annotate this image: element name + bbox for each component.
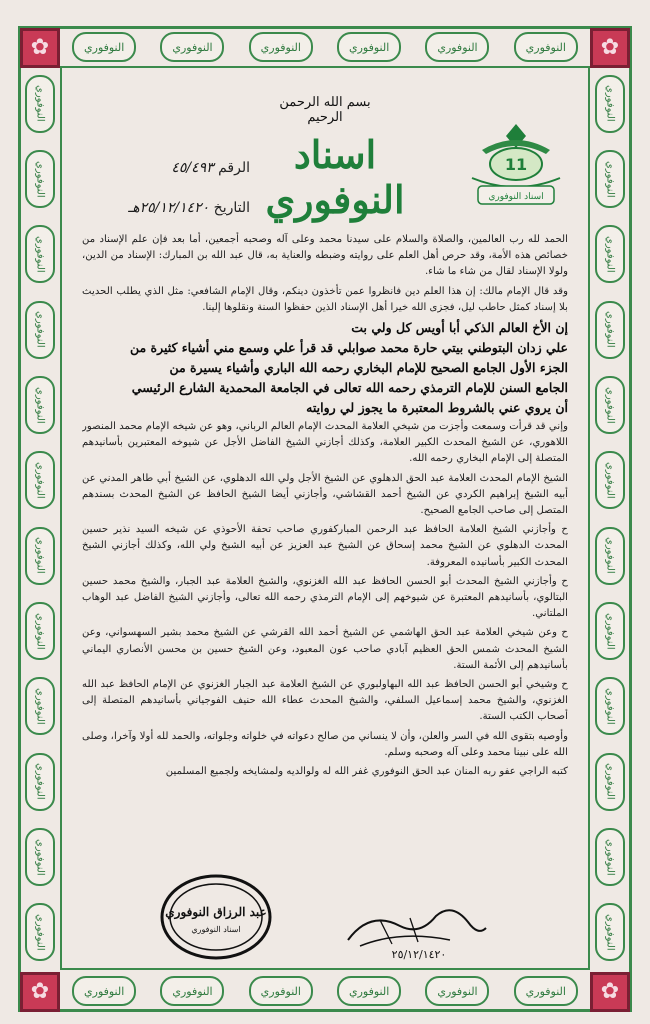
border-cartouche: النوفوري xyxy=(25,376,55,434)
border-cartouche: النوفوري xyxy=(72,32,136,62)
border-cartouche: النوفوري xyxy=(249,976,313,1006)
border-cartouche: النوفوري xyxy=(337,976,401,1006)
logo-mark: 11 xyxy=(504,155,528,174)
corner-ornament-icon: ✿ xyxy=(590,28,630,68)
reference-label: الرقم xyxy=(218,160,250,176)
reference-value: ٤٥/٤٩٣ xyxy=(171,160,214,176)
chain-paragraph: وأوصيه بتقوى الله في السر والعلن، وأن لا ينساني من صالح دعواته في خلواته وجلواته، والحمد لله أولا وآخرا، وصلى الله على نبينا محمد وعلى آله وصحبه وسلم. xyxy=(82,730,568,758)
chain-paragraph: ح وعن شيخي العلامة عبد الحق الهاشمي عن الشيخ أحمد الله القرشي عن الشيخ محمد بشير السهسواني، وعن الشيخ المحدث شمس الحق العظيم آبادي صاحب عون المعبود، وعن الشيخ حسين بن محسن الأنصاري اليماني بأسانيدهم إلى الأئمة الستة. xyxy=(82,627,568,671)
border-cartouche: النوفوري xyxy=(425,32,489,62)
border-cartouche: النوفوري xyxy=(25,75,55,133)
reference-number xyxy=(90,160,250,176)
border-cartouche: النوفوري xyxy=(337,32,401,62)
border-cartouche: النوفوري xyxy=(72,976,136,1006)
seal-text: عبد الرزاق النوفوري xyxy=(165,905,267,919)
border-cartouche: النوفوري xyxy=(25,451,55,509)
border-cartouche: النوفوري xyxy=(25,903,55,961)
date-value: ٢٥/١٢/١٤٢٠هـ xyxy=(128,200,210,216)
handwritten-line: الجامع السنن للإمام الترمذي رحمه الله تعالى في الجامعة المحمدية الشارع الرئيسي xyxy=(131,380,568,396)
official-seal-icon xyxy=(158,872,274,962)
issue-date xyxy=(90,200,250,216)
border-cartouche: النوفوري xyxy=(25,225,55,283)
border-cartouche: النوفوري xyxy=(249,32,313,62)
border-top-band xyxy=(60,28,590,66)
logo-text: اسناد النوفوري xyxy=(488,192,544,202)
border-cartouche: النوفوري xyxy=(25,828,55,886)
institution-logo-icon xyxy=(462,120,570,212)
border-cartouche: النوفوري xyxy=(595,903,625,961)
chain-paragraph: ح وأجازني الشيخ المحدث أبو الحسن الحافظ عبد الله الغزنوي، والشيخ العلامة عبد الجبار، والشيخ محمد حسين البتالوي، بأسانيدهم المعتبرة عن شيوخهم إلى الإمام الترمذي رحمه الله تعالى، وأجازني الشيخ الفاضل عبد الوهاب الملتاني. xyxy=(82,575,568,620)
border-cartouche: النوفوري xyxy=(514,32,578,62)
handwritten-line: أن يروي عني بالشروط المعتبرة ما يجوز لي روايته xyxy=(306,400,568,416)
border-cartouche: النوفوري xyxy=(595,828,625,886)
basmala: بسم الله الرحمن الرحيم xyxy=(279,95,371,125)
border-bottom-band xyxy=(60,972,590,1010)
border-cartouche: النوفوري xyxy=(25,527,55,585)
chain-paragraph: وإني قد قرأت وسمعت وأجزت من شيخي العلامة المحدث الإمام العالم الرباني، وهو عن شيخه الإمام محمد المنصور اللاهوري، عن الشيخ المحدث الكبير العلامة، وكذلك أجازني الشيخ الفاضل الأجل عن شيوخه المعتبرين بأسانيدهم المتصلة إلى الإمام البخاري رحمه الله. xyxy=(82,421,568,465)
seal-subtext: اسناد النوفوري xyxy=(191,925,241,934)
border-right-band xyxy=(590,66,630,970)
border-cartouche: النوفوري xyxy=(595,301,625,359)
closing-line: كتبه الراجي عفو ربه المنان عبد الحق النوفوري غفر الله له ولوالديه ولمشايخه ولجميع المسلمين xyxy=(165,766,568,778)
border-cartouche: النوفوري xyxy=(25,753,55,811)
border-cartouche: النوفوري xyxy=(160,32,224,62)
border-cartouche: النوفوري xyxy=(25,602,55,660)
chain-paragraph: ح وشيخي أبو الحسن الحافظ عبد الله البهاولبوري عن الشيخ العلامة عبد الجبار الغزنوي عن الإمام الحافظ عبد الله الغزنوي، والشيخ محمد إسماعيل السلفي، والشيخ المحدث عطاء الله حنيف الفوجياني بأسانيدهم المتصلة إلى أصحاب الكتب الستة. xyxy=(82,679,568,723)
corner-ornament-icon: ✿ xyxy=(590,972,630,1012)
handwritten-line: إن الأخ العالم الذكي أبا أويس كل ولي بت xyxy=(351,320,568,336)
border-cartouche: النوفوري xyxy=(514,976,578,1006)
border-cartouche: النوفوري xyxy=(160,976,224,1006)
border-cartouche: النوفوري xyxy=(25,301,55,359)
border-cartouche: النوفوري xyxy=(595,677,625,735)
signature-date: ٢٥/١٢/١٤٢٠ xyxy=(391,948,447,961)
border-cartouche: النوفوري xyxy=(25,677,55,735)
border-cartouche: النوفوري xyxy=(595,376,625,434)
chain-paragraph: الشيخ الإمام المحدث العلامة عبد الحق الدهلوي عن الشيخ الأجل ولي الله الدهلوي، عن الشيخ أبي طاهر المدني عن أبيه الشيخ إبراهيم الكردي عن الشيخ أحمد القشاشي، وأجازني أيضا الشيخ الحافظ عن الشيخ المحدث بسندهم المتصل إلى صاحب الجامع الصحيح. xyxy=(82,472,568,517)
border-left-band xyxy=(20,66,60,970)
date-label: التاريخ xyxy=(213,200,250,216)
border-cartouche: النوفوري xyxy=(595,602,625,660)
certificate-body xyxy=(82,232,568,872)
handwritten-line: علي زدان البتوطني بيتي حارة محمد صوابلي قد قرأ علي وسمع مني أشياء كثيرة من xyxy=(129,340,568,356)
border-cartouche: النوفوري xyxy=(595,527,625,585)
corner-ornament-icon: ✿ xyxy=(20,972,60,1012)
border-cartouche: النوفوري xyxy=(595,451,625,509)
chain-paragraph: ح وأجازني الشيخ العلامة الحافظ عبد الرحمن المباركفوري صاحب تحفة الأحوذي عن شيخه السيد نذير حسين المحدث الدهلوي عن الشيخ محمد إسحاق عن الشيخ عبد العزيز عن أبيه الشيخ ولي الله، وكذلك أجازني الشيخ المحدث الكبير بأسانيده المعروفة. xyxy=(82,524,568,568)
border-cartouche: النوفوري xyxy=(595,75,625,133)
corner-ornament-icon: ✿ xyxy=(20,28,60,68)
border-cartouche: النوفوري xyxy=(595,225,625,283)
handwritten-line: الجزء الأول الجامع الصحيح للإمام البخاري رحمه الله الباري وأشياء يسيرة من xyxy=(169,360,568,376)
border-cartouche: النوفوري xyxy=(25,150,55,208)
intro-paragraph: الحمد لله رب العالمين، والصلاة والسلام على سيدنا محمد وعلى آله وصحبه أجمعين، أما بعد فإن علم الإسناد من خصائص هذه الأمة، وقد حرص أهل العلم على روايته وضبطه والعناية به، قال عبد الله بن المبارك: الإسناد من الدين، ولولا الإسناد لقال من شاء ما شاء. xyxy=(82,234,568,278)
intro-paragraph: وقد قال الإمام مالك: إن هذا العلم دين فانظروا عمن تأخذون دينكم، وقال الإمام الشافعي: مثل الذي يطلب الحديث بلا إسناد كمثل حاطب ليل، فجزى الله خيرا أهل الإسناد الذين حفظوا السنة ونقلوها إلينا. xyxy=(82,285,568,313)
page-title: اسناد النوفوري xyxy=(265,132,405,222)
border-cartouche: النوفوري xyxy=(425,976,489,1006)
border-cartouche: النوفوري xyxy=(595,150,625,208)
border-cartouche: النوفوري xyxy=(595,753,625,811)
